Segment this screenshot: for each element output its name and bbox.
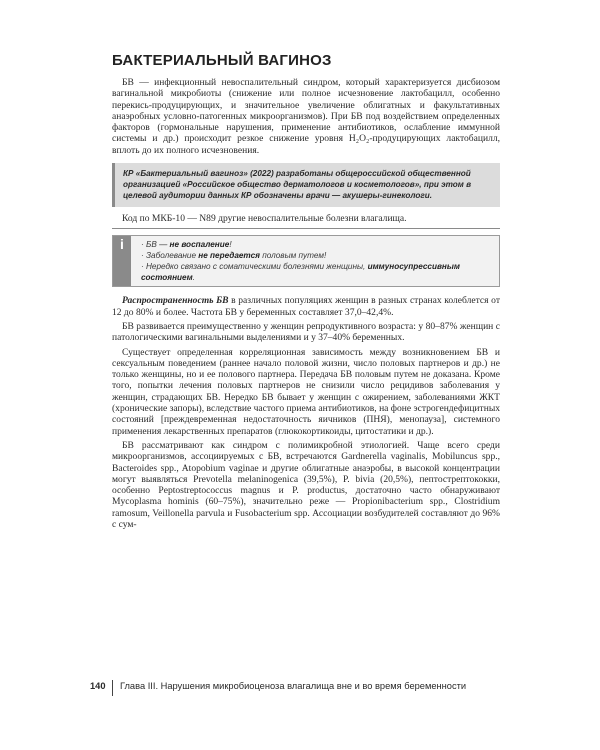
prevalence-lead: Распространенность БВ <box>122 295 229 307</box>
page-number: 140 <box>90 681 106 691</box>
note-item-3-bold: иммуносупрессивным состоянием <box>141 262 460 283</box>
section-heading: БАКТЕРИАЛЬНЫЙ ВАГИНОЗ <box>112 52 332 69</box>
note-item-1-post: ! <box>229 240 232 250</box>
note-item-2-pre: Заболевание <box>146 251 199 261</box>
correlation-paragraph: Существует определенная корреляционная зависимость между возникновением БВ и сексуальным поведением (раннее начало половой жизни, число половых партнеров и др.) не только женщины, но и ее полового партнера. Передача БВ половым путем не доказана. Кроме того, попытки лечения половых партнеров не снизили число рецидивов заболевания у женщин, страдающих БВ. Нередко БВ бывает у женщин с ожирением, заболеваниями ЖКТ (хронические запоры), вследствие частого приема антибиотиков, на фоне эстрогендефицитных состояний [преждевременная недостаточность яичников (ПНЯ), менопауза], системного применения лекарственных препаратов (глюкокортикоиды, цитостатики и др.). <box>112 346 501 437</box>
page-footer <box>90 680 510 696</box>
prevalence-paragraph <box>112 295 500 318</box>
prevalence-text: в различных популяциях женщин в разных странах колеблется от 12 до 80% и более. Частота БВ у беременных составляет 37,0–42,4%. <box>112 295 500 318</box>
footer-divider <box>112 680 113 696</box>
body-text <box>112 295 500 530</box>
key-points-note <box>112 235 500 287</box>
mkb-code-block <box>112 213 500 229</box>
mkb-code-text: Код по МКБ-10 — N89 другие невоспалительные болезни влагалища. <box>122 213 407 225</box>
kr-info-box: КР «Бактериальный вагиноз» (2022) разработаны общероссийской общественной организацией «Российское общество дерматологов и косметологов», при этом в целевой аудитории данных КР обозначены врачи — акушеры-гинекологи. <box>112 163 500 207</box>
intro-paragraph: БВ — инфекционный невоспалительный синдром, который характеризуется дисбиозом вагинальной микробиоты (снижение или полное исчезновение лактобацилл, особенно перекись-продуцирующих, и значительное увеличение облигатных и факультативных анаэробных условно-патогенных микроорганизмов). При БВ под воздействием определенных факторов (гормональные нарушения, применение антибиотиков, ослабление иммунной системы и др.) происходит резкое снижение уровня H₂O₂-продуцирующих лактобацилл, вплоть до их полного исчезновения. <box>112 77 500 156</box>
chapter-title: Глава III. Нарушения микробиоценоза влагалища вне и во время беременности <box>120 681 467 691</box>
age-paragraph: БВ развивается преимущественно у женщин репродуктивного возраста: у 80–87% женщин с патологическими вагинальными выделениями и у 37–40% беременных. <box>112 320 500 344</box>
note-item-3: · Нередко связано с соматическими болезнями женщины, иммуносупрессивным состоянием. <box>141 262 460 283</box>
note-item-1-bold: не воспаление <box>169 240 230 250</box>
etiology-paragraph: БВ рассматривают как синдром с полимикробной этиологией. Чаще всего среди микроорганизмов, ассоциируемых с БВ, встречаются Gardnerella vaginalis, Mobiluncus spp., Bacteroides spp., Atopobium vaginae и другие облигатные анаэробы, в высокой концентрации могут выявляться Prevotella melaninogenica (39,5%), P. bivia (20,5%), пептострептококки, особенно Peptostreptococcus magnus и P. productus, достаточно часто обнаруживают Mycoplasma hominis (60–75%), значительно реже — Propionibacterium spp., Clostridium ramosum, Veillonella parvula и Fusobacterium spp. Ассоциации возбудителей составляют до 96% с сум- <box>112 439 500 531</box>
note-item-3-pre: Нередко связано с соматическими болезнями женщины, <box>146 262 368 272</box>
note-item-3-post: . <box>192 273 195 283</box>
note-item-2-post: половым путем! <box>259 251 327 261</box>
page-content <box>112 52 500 533</box>
note-item-2-bold: не передается <box>198 251 260 261</box>
note-item-1-pre: БВ — <box>146 240 170 250</box>
info-icon: i <box>113 236 131 286</box>
note-item-2: · Заболевание не передается половым путем! <box>141 251 327 261</box>
note-item-1: · БВ — не воспаление! <box>141 240 232 250</box>
